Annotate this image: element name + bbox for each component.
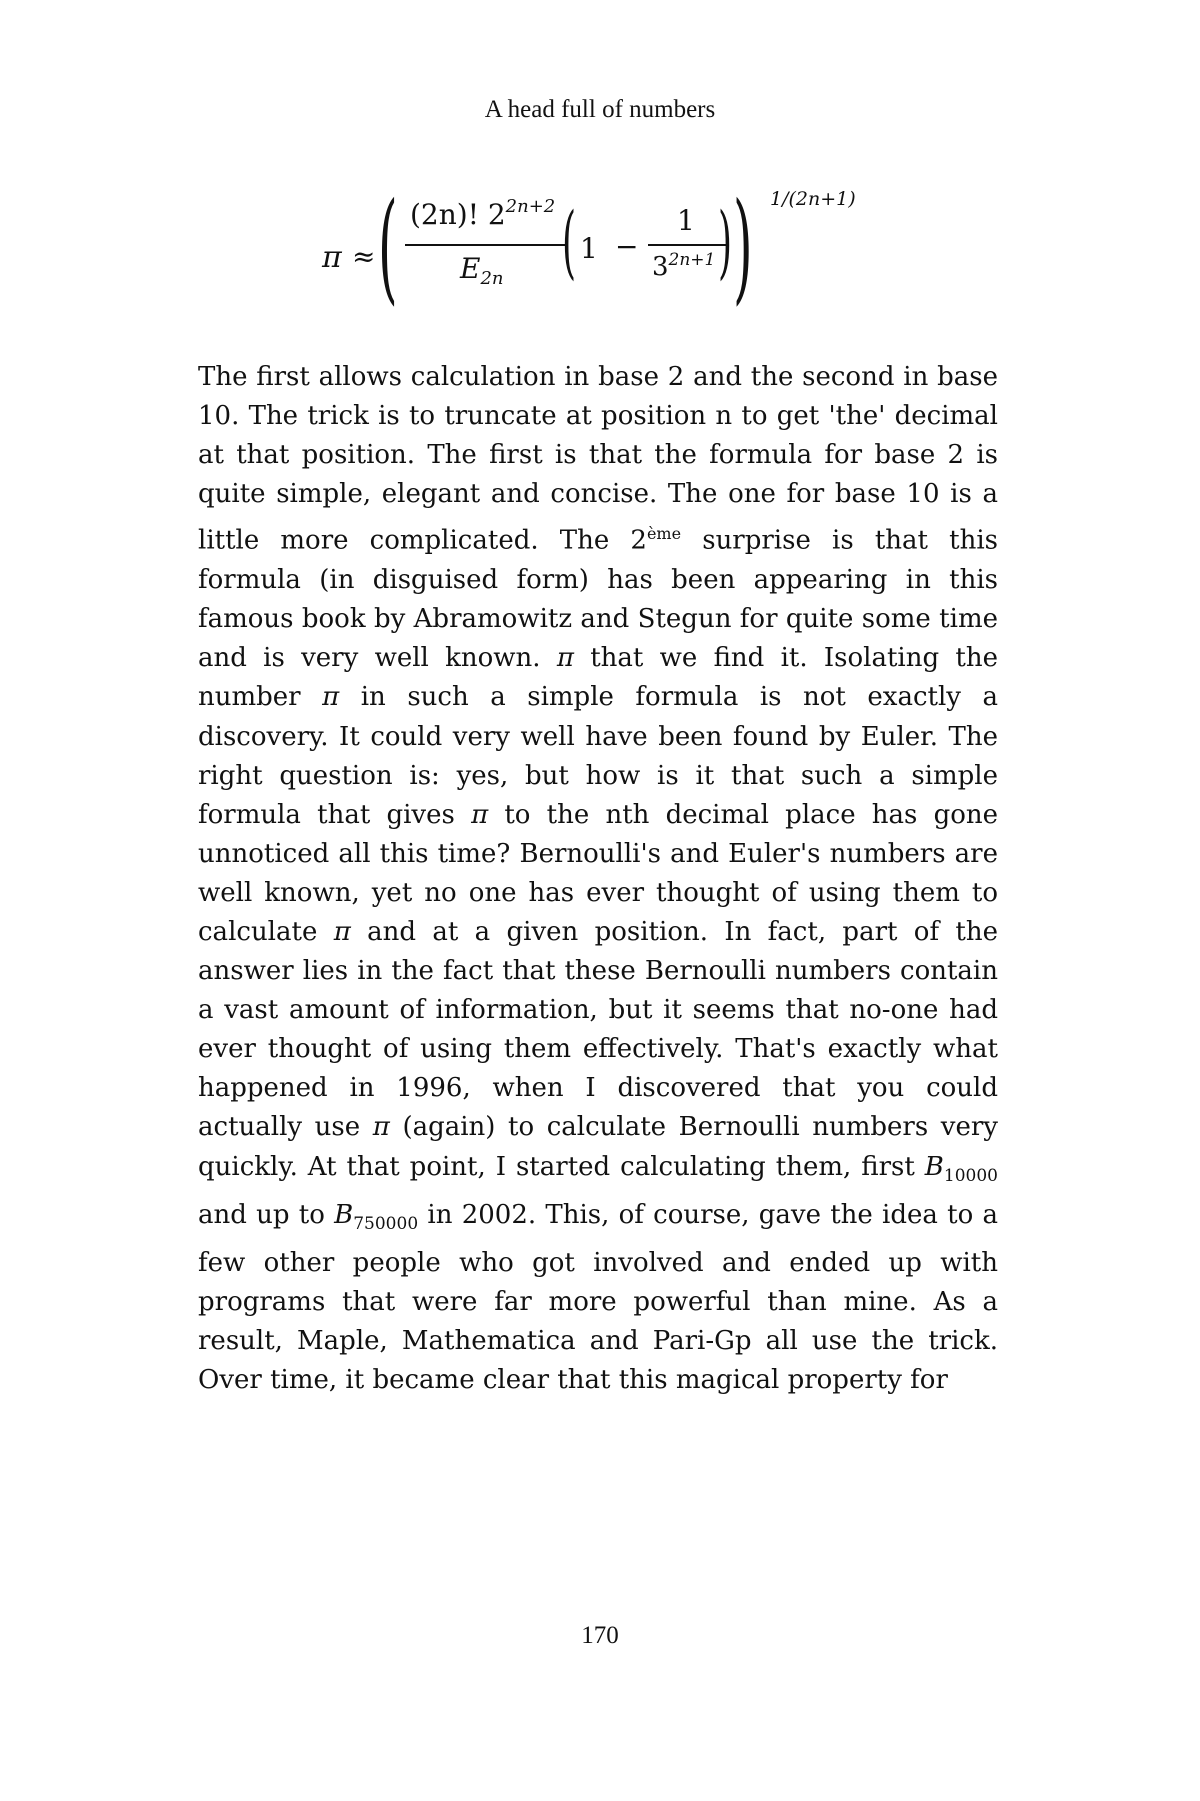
body-paragraph: The first allows calculation in base 2 and the second in base 10. The trick is to truncate at position n to get 'the' decimal at that position. The first is that the formula for base 2 is quite simple, elegant and concise. The one for base 10 is a little more complicated. The 2ème surprise is that this formula (in disguised form) has been appearing in this famous book by Abramowitz and Stegun for quite some time and is very well known. π that we find it. Isolating the number π in such a simple formula is not exactly a discovery. It could very well have been found by Euler. The right question is: yes, but how is it that such a simple formula that gives π to the nth decimal place has gone unnoticed all this time? Bernoulli's and Euler's numbers are well known, yet no one has ever thought of using them to calculate π and at a given position. In fact, part of the answer lies in the fact that these Bernoulli numbers contain a vast amount of information, but it seems that no-one had ever thought of using them effectively. That's exactly what happened in 1996, when I discovered that you could actually use π (again) to calculate Bernoulli numbers very quickly. At that point, I started calculating them, first $B_{10000}$ and up to $B_{750000}$ in 2002. This, of course, gave the idea to a few other people who got involved and ended up with programs that were far more powerful than mine. As a result, Maple, Mathematica and Pari-Gp all use the trick. Over time, it became clear that this magical property for <box>198 362 999 1396</box>
formula-outer-exponent: 1/(2n+1) <box>770 188 856 210</box>
running-head: A head full of numbers <box>484 96 716 123</box>
formula-inner-numerator: 1 <box>677 204 695 237</box>
formula-approx-sign: ≈ <box>352 240 376 273</box>
formula-minus: − <box>615 230 639 263</box>
formula-inner-close-paren: ) <box>718 195 733 288</box>
formula-inner-denominator: $3^{2n+1}$ <box>652 250 716 282</box>
formula-denominator: $E_{2n}$ <box>460 252 504 289</box>
formula-one: 1 <box>580 232 598 265</box>
formula-inner-open-paren: ( <box>562 195 577 288</box>
formula-inner-fraction-bar <box>648 244 726 246</box>
page-number: 170 <box>581 1622 619 1649</box>
formula-close-paren: ) <box>733 178 753 317</box>
formula-fraction-bar <box>405 244 567 246</box>
pi-formula <box>0 178 1200 330</box>
formula-open-paren: ( <box>378 178 398 317</box>
formula-numerator: (2n)! $2^{2n+2}$ <box>410 196 556 231</box>
formula-pi-symbol: π <box>322 240 342 275</box>
